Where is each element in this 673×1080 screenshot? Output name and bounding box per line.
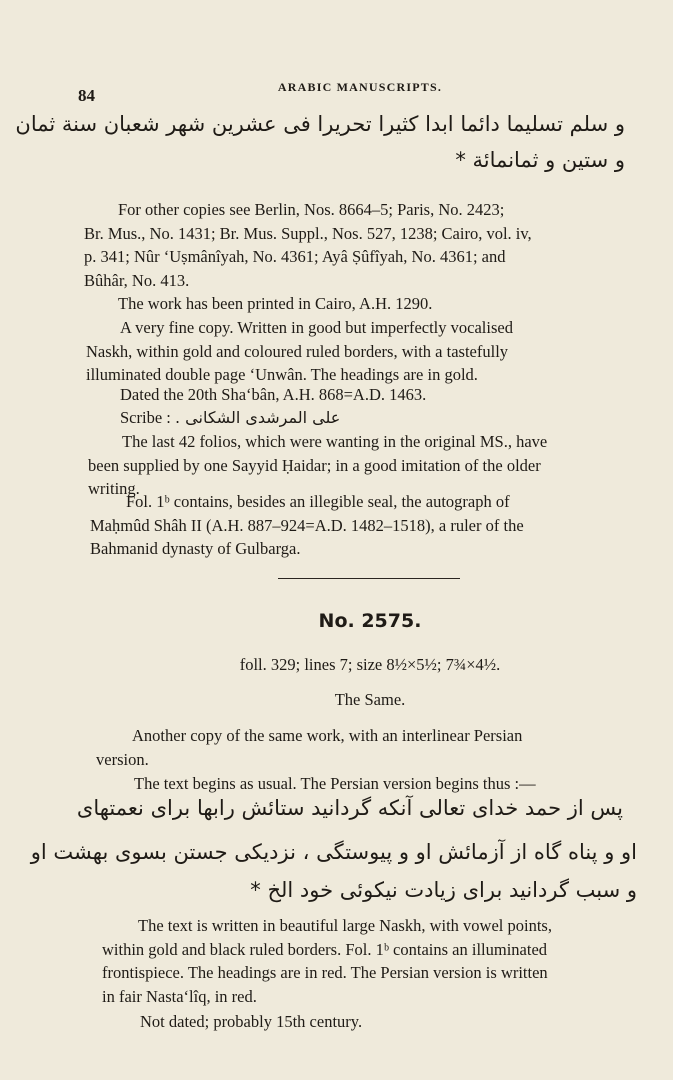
section-divider: [278, 578, 460, 579]
copy-paragraph: [96, 724, 636, 771]
description-paragraph: [86, 316, 632, 387]
other-copies-paragraph: [84, 198, 630, 292]
persian-intro-line: The text begins as usual. The Persian version begins thus :—: [134, 774, 536, 793]
arabic-colophon-line-2: و ستين و ثمانمائة *: [455, 148, 625, 172]
scribe-name-arabic: على المرشدى الشكانى .: [175, 408, 341, 427]
text-line: Fol. 1ᵇ contains, besides an illegible seal, the autograph of: [126, 492, 510, 511]
text-line: Maḥmûd Shâh II (A.H. 887–924=A.D. 1482–1518), a ruler of the: [90, 515, 524, 535]
text-line: in fair Nasta‘lîq, in red.: [102, 986, 257, 1006]
text-line: The last 42 folios, which were wanting in the original MS., have: [122, 432, 548, 451]
arabic-colophon-line-1: و سلم تسليما دائما ابدا كثيرا تحريرا فى عشرين شهر شعبان سنة ثمان: [15, 112, 625, 136]
text-line: For other copies see Berlin, Nos. 8664–5; Paris, No. 2423;: [118, 200, 505, 219]
entry-meta: foll. 329; lines 7; size 8½×5½; 7¾×4½.: [239, 655, 501, 674]
text-line: illuminated double page ‘Unwân. The headings are in gold.: [86, 365, 478, 384]
text-line: Naskh, within gold and coloured ruled borders, with a tastefully: [86, 341, 509, 361]
date-note: Not dated; probably 15th century.: [140, 1012, 363, 1031]
persian-line-1: پس از حمد خدای تعالی آنکه گردانید ستائش رابها برای نعمتهای: [76, 796, 623, 820]
text-line: been supplied by one Sayyid Ḥaidar; in a good imitation of the older: [88, 455, 541, 475]
text-line: A very fine copy. Written in good but imperfectly vocalised: [120, 318, 513, 337]
text-line: frontispiece. The headings are in red. The Persian version is written: [102, 963, 548, 982]
text-line: Another copy of the same work, with an interlinear Persian: [132, 726, 523, 745]
persian-line-3: و سبب گردانید برای زیادت نیکوئی خود الخ *: [250, 878, 637, 902]
text-line: writing.: [88, 479, 140, 498]
script-paragraph: [102, 914, 642, 1008]
scribe-label: Scribe :: [120, 408, 171, 427]
entry-number: No. 2575.: [318, 610, 422, 632]
text-line: Br. Mus., No. 1431; Br. Mus. Suppl., Nos. 527, 1238; Cairo, vol. iv,: [84, 223, 532, 243]
printed-note: The work has been printed in Cairo, A.H. 1290.: [118, 294, 433, 313]
running-title: ARABIC MANUSCRIPTS.: [277, 80, 443, 94]
scribe-line: [120, 406, 340, 430]
text-line: p. 341; Nûr ‘Uṣmânîyah, No. 4361; Ayâ Ṣûfîyah, No. 4361; and: [84, 247, 506, 266]
date-line: Dated the 20th Sha‘bân, A.H. 868=A.D. 1463.: [120, 385, 427, 404]
autograph-paragraph: [90, 490, 636, 561]
text-line: Bûhâr, No. 413.: [84, 270, 190, 290]
text-line: within gold and black ruled borders. Fol. 1ᵇ contains an illuminated: [102, 939, 548, 959]
entry-title: The Same.: [334, 690, 406, 709]
text-line: Bahmanid dynasty of Gulbarga.: [90, 539, 301, 558]
text-line: The text is written in beautiful large Naskh, with vowel points,: [138, 916, 552, 935]
persian-line-2: او و پناه گاه از آزمائش او و پیوستگی ، نزدیکی جستن بسوی بهشت او: [30, 840, 637, 864]
page-number: 84: [78, 86, 95, 105]
text-line: version.: [96, 749, 149, 769]
